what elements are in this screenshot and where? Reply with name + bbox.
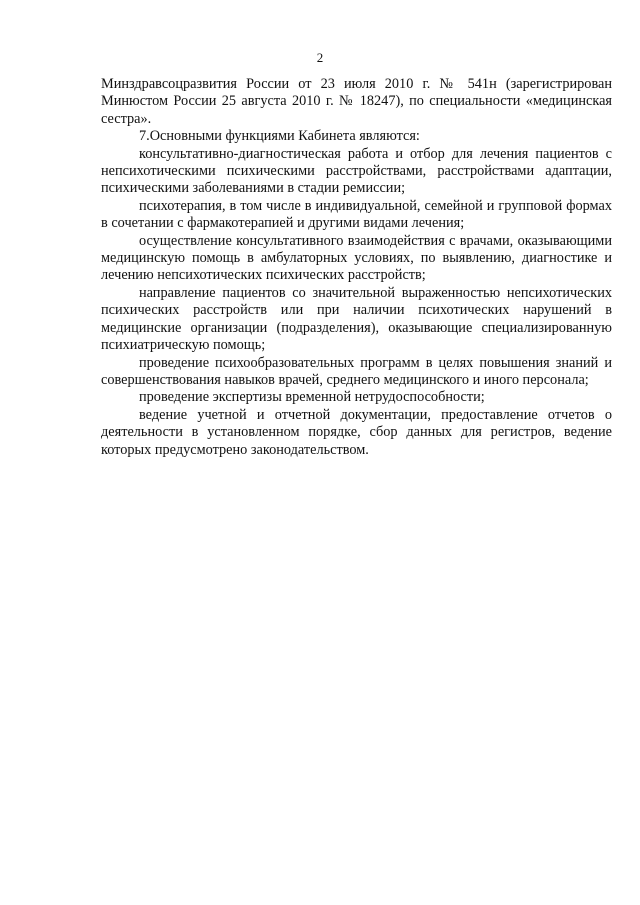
paragraph-function-documentation: ведение учетной и отчетной документации, предоставление отчетов о деятельности в установленном порядке, сбор данных для регистров, ведение которых предусмотрено законодательством.: [101, 406, 612, 458]
paragraph-function-referral: направление пациентов со значительной выраженностью непсихотических психических расстройств или при наличии психотических нарушений в медицинские организации (подразделения), оказывающие специализированную психиатрическую помощь;: [101, 284, 612, 354]
paragraph-function-education: проведение психообразовательных программ в целях повышения знаний и совершенствования навыков врачей, среднего медицинского и иного персонала;: [101, 354, 612, 388]
paragraph-function-interaction: осуществление консультативного взаимодействия с врачами, оказывающими медицинскую помощь в амбулаторных условиях, по выявлению, диагностике и лечению непсихотических психических расстройств;: [101, 232, 612, 284]
paragraph-function-psychotherapy: психотерапия, в том числе в индивидуальной, семейной и групповой формах в сочетании с фармакотерапией и другими видами лечения;: [101, 197, 612, 232]
page-number: 2: [316, 50, 324, 65]
paragraph-section-heading: 7.Основными функциями Кабинета являются:: [139, 128, 420, 145]
paragraph-function-consulting: консультативно-диагностическая работа и отбор для лечения пациентов с непсихотическими психическими расстройствами, расстройствами адаптации, психическими заболеваниями в стадии ремиссии;: [101, 145, 612, 197]
document-body: [101, 76, 612, 459]
paragraph-continuation: Минздравсоцразвития России от 23 июля 2010 г. № 541н (зарегистрирован Минюстом России 25 августа 2010 г. № 18247), по специальности «медицинская сестра».: [101, 76, 612, 127]
paragraph-function-expertise: проведение экспертизы временной нетрудоспособности;: [139, 389, 485, 406]
